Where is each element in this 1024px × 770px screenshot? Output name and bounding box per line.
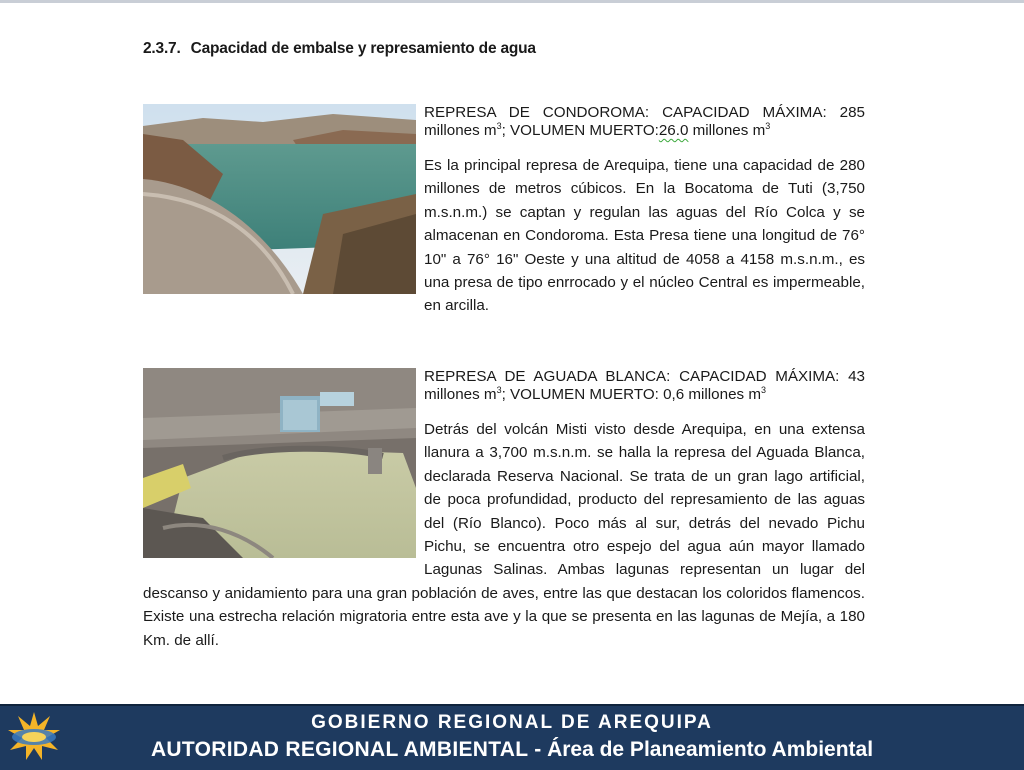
condoroma-title-sup-1: 3 [496,120,502,131]
aguada-title-part-a: REPRESA DE AGUADA BLANCA: CAPACIDAD MÁXIMA: 43 millones m [424,368,865,403]
condoroma-title-part-d: millones m [688,122,766,139]
condoroma-section [143,104,865,318]
condoroma-title-sup-2: 3 [765,120,771,131]
condoroma-dead-volume-value: 26.0 [658,122,689,139]
footer-authority-line [0,738,1024,762]
footer-separator: - [528,738,548,761]
aguada-blanca-dam-photo [143,368,416,558]
condoroma-title-part-b: ; VOLUMEN MUERTO: [501,122,659,139]
footer-area-name: Área de Planeamiento Ambiental [547,738,874,761]
aguada-blanca-description: Detrás del volcán Misti visto desde Arequipa, en una extensa llanura a 3,700 m.s.n.m. se halla la represa del Aguada Blanca, declarada Reserva Nacional. Se trata de un gran lago artificial, de poca profundidad, producto del represamiento de las aguas del (Río Blanco). Poco más al sur, detrás del nevado Pichu Pichu, se encuentra otro espejo del agua aún mayor llamado Lagunas Salinas. Ambas lagunas representan un lugar del descanso y anidamiento para una gran población de aves, entre las que destacan los coloridos flamencos. Existe una estrecha relación migratoria entre esta ave y la que se presenta en las lagunas de Mejía, a 180 Km. de allí. [143,421,865,649]
footer-government-name: GOBIERNO REGIONAL DE AREQUIPA [311,712,713,733]
aguada-title-part-b: ; VOLUMEN MUERTO: 0,6 millones m [501,386,761,403]
aguada-blanca-section [143,368,865,652]
section-number: 2.3.7. [143,40,181,57]
section-heading [143,40,863,58]
section-title: Capacidad de embalse y represamiento de agua [190,40,536,57]
condoroma-title-part-a: REPRESA DE CONDOROMA: CAPACIDAD MÁXIMA: 285 millones m [424,104,865,139]
footer-authority-name: AUTORIDAD REGIONAL AMBIENTAL [150,738,529,761]
condoroma-dam-photo [143,104,416,294]
condoroma-description: Es la principal represa de Arequipa, tiene una capacidad de 280 millones de metros cúbicos. En la Bocatoma de Tuti (3,750 m.s.n.m.) se captan y regulan las aguas del Río Colca y se almacenan en Condoroma. Esta Presa tiene una longitud de 76° 10" a 76° 16" Oeste y una altitud de 4058 a 4158 m.s.n.m., es una presa de tipo enrrocado y el núcleo Central es impermeable, en arcilla. [424,157,865,315]
top-rule [0,0,1024,3]
footer-banner [0,704,1024,770]
aguada-title-sup-1: 3 [496,384,502,395]
aguada-title-sup-2: 3 [760,384,766,395]
